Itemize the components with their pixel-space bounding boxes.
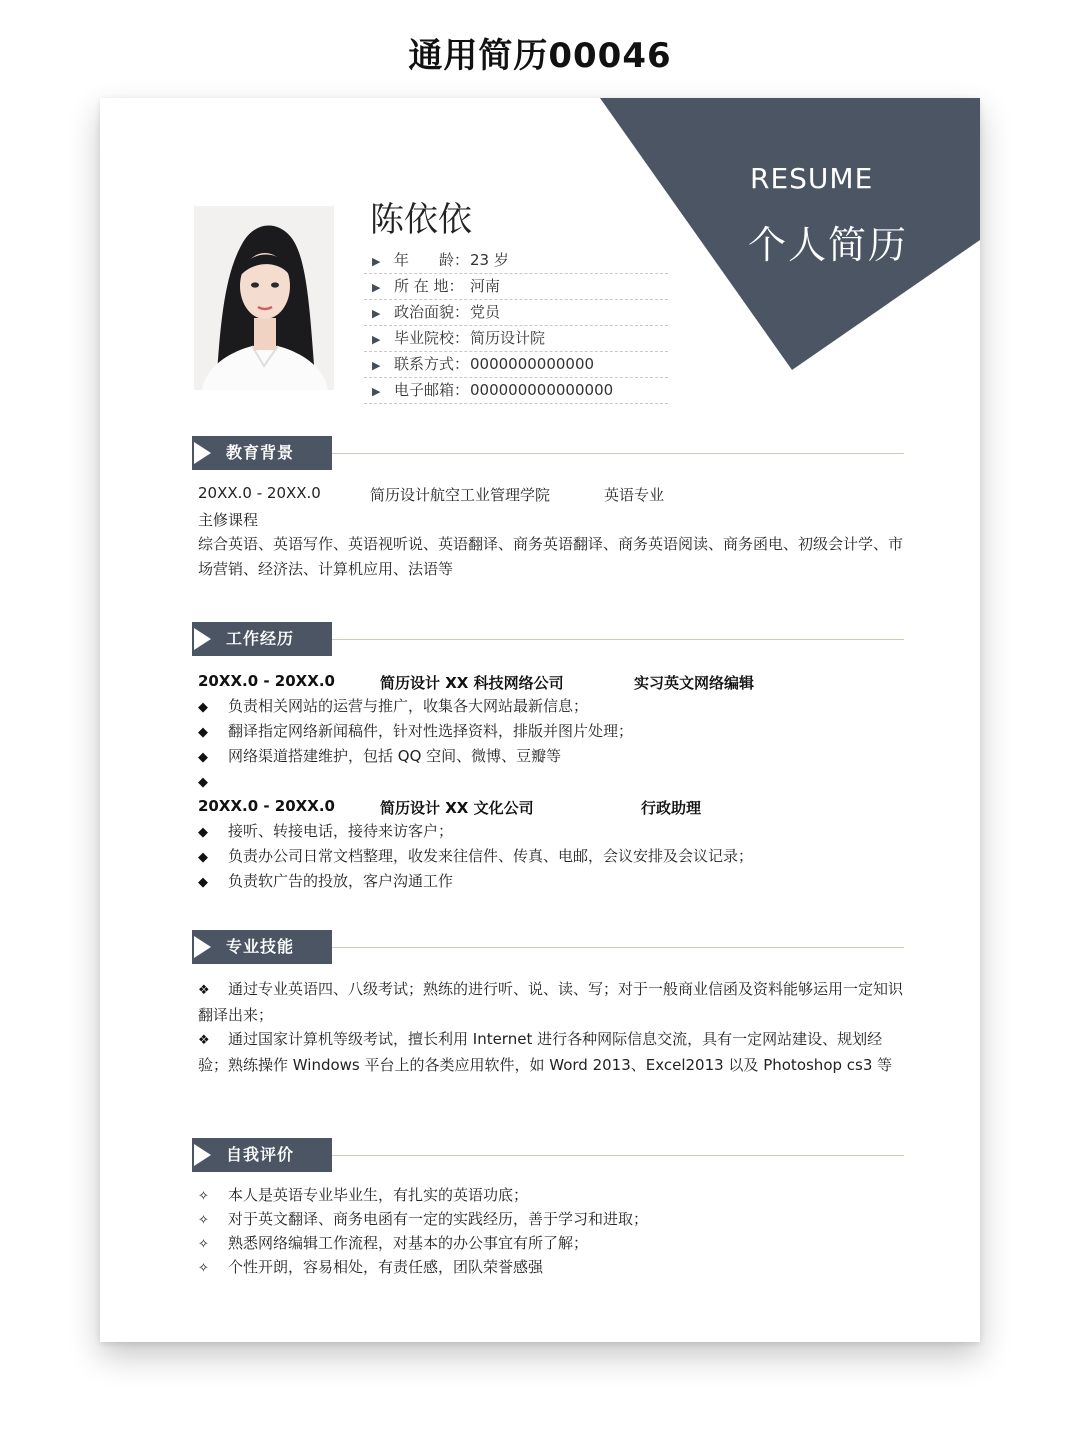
four-diamond-icon: ❖: [198, 1033, 210, 1048]
triangle-arrow-icon: ▶: [372, 359, 381, 372]
self-eval-text: 个性开朗，容易相处，有责任感，团队荣誉感强: [228, 1258, 544, 1276]
job-duty: [198, 844, 753, 869]
page-title: 通用简历00046: [408, 36, 672, 76]
duty-text: 负责办公司日常文档整理，收发来往信件、传真、电邮，会议安排及会议记录；: [228, 847, 754, 865]
section-divider: [332, 947, 904, 948]
triangle-arrow-icon: ▶: [372, 255, 381, 268]
section-title: 自我评价: [226, 1145, 295, 1164]
skill-text: 通过国家计算机等级考试，擅长利用 Internet 进行各种网际信息交流，具有一定网站建设、规划经验；熟练操作 Windows 平台上的各类应用软件，如 Word 2013、Excel2013 以及 Photoshop cs3 等: [198, 1030, 893, 1074]
triangle-arrow-icon: ▶: [372, 385, 381, 398]
info-label: 电子邮箱：: [394, 381, 470, 399]
info-row-email: [364, 378, 668, 404]
info-label: 政治面貌：: [394, 303, 470, 321]
section-title: 工作经历: [226, 629, 295, 648]
triangle-arrow-icon: ▶: [372, 307, 381, 320]
job-duty: [198, 744, 561, 769]
play-triangle-icon: [192, 1138, 216, 1172]
candidate-name: 陈依依: [370, 200, 472, 240]
section-title: 专业技能: [226, 937, 295, 956]
section-header-work: [192, 622, 904, 656]
self-eval-text: 熟悉网络编辑工作流程，对基本的办公事宜有所了解；: [228, 1234, 589, 1252]
info-row-age: [364, 248, 668, 274]
courses-label: 主修课程: [198, 511, 259, 529]
four-star-icon: ✧: [198, 1213, 209, 1228]
self-eval-text: 本人是英语专业毕业生，有扎实的英语功底；: [228, 1186, 529, 1204]
info-label: 联系方式：: [394, 355, 470, 373]
skill-text: 通过专业英语四、八级考试；熟练的进行听、说、读、写；对于一般商业信函及资料能够运用一定知识翻译出来；: [198, 980, 904, 1024]
four-star-icon: ✧: [198, 1189, 209, 1204]
self-eval-text: 对于英文翻译、商务电函有一定的实践经历，善于学习和进取；: [228, 1210, 649, 1228]
job-company: 简历设计 XX 文化公司: [380, 799, 534, 817]
play-triangle-icon: [192, 930, 216, 964]
section-divider: [332, 639, 904, 640]
job-period: 20XX.0 - 20XX.0: [198, 797, 335, 815]
triangle-arrow-icon: ▶: [372, 333, 381, 346]
duty-text: 翻译指定网络新闻稿件，针对性选择资料，排版并图片处理；: [228, 722, 634, 740]
section-header-self-eval: [192, 1138, 904, 1172]
section-title: 教育背景: [226, 443, 295, 462]
info-row-school: [364, 326, 668, 352]
info-value: 简历设计院: [470, 329, 546, 347]
info-value: 河南: [470, 277, 501, 295]
play-triangle-icon: [192, 436, 216, 470]
skill-item: [198, 977, 904, 1028]
job-company: 简历设计 XX 科技网络公司: [380, 674, 564, 692]
duty-text: 接听、转接电话，接待来访客户；: [228, 822, 454, 840]
profile-photo: [194, 206, 334, 390]
self-eval-item: [198, 1255, 543, 1280]
info-label: 年 龄：: [394, 251, 470, 269]
info-row-location: [364, 274, 668, 300]
section-divider: [332, 1155, 904, 1156]
resume-en-label: RESUME: [750, 162, 874, 195]
section-divider: [332, 453, 904, 454]
info-label: 毕业院校：: [394, 329, 470, 347]
four-star-icon: ✧: [198, 1261, 209, 1276]
skill-item: [198, 1027, 904, 1078]
job-position: 实习英文网络编辑: [634, 674, 755, 692]
self-eval-item: [198, 1183, 528, 1208]
job-position: 行政助理: [641, 799, 702, 817]
info-value: 0000000000000: [470, 355, 595, 373]
education-major: 英语专业: [604, 486, 665, 504]
section-header-skills: [192, 930, 904, 964]
info-row-phone: [364, 352, 668, 378]
job-duty: [198, 719, 633, 744]
self-eval-item: [198, 1231, 588, 1256]
diamond-bullet-icon: ◆: [198, 850, 208, 865]
triangle-arrow-icon: ▶: [372, 281, 381, 294]
job-period: 20XX.0 - 20XX.0: [198, 672, 335, 690]
self-eval-item: [198, 1207, 648, 1232]
play-triangle-icon: [192, 622, 216, 656]
info-value: 23 岁: [470, 251, 509, 269]
duty-text: 负责相关网站的运营与推广，收集各大网站最新信息；: [228, 697, 589, 715]
job-duty: [198, 819, 453, 844]
education-school: 简历设计航空工业管理学院: [370, 486, 551, 504]
courses-text: 综合英语、英语写作、英语视听说、英语翻译、商务英语翻译、商务英语阅读、商务函电、初级会计学、市场营销、经济法、计算机应用、法语等: [198, 535, 904, 578]
diamond-bullet-icon: ◆: [198, 750, 208, 765]
job-duty: [198, 769, 228, 794]
diamond-bullet-icon: ◆: [198, 825, 208, 840]
duty-text: 网络渠道搭建维护，包括 QQ 空间、微博、豆瓣等: [228, 747, 562, 765]
resume-cn-label: 个人简历: [748, 223, 909, 267]
info-value: 000000000000000: [470, 381, 614, 399]
diamond-bullet-icon: ◆: [198, 725, 208, 740]
resume-paper: [100, 98, 980, 1342]
four-diamond-icon: ❖: [198, 983, 210, 998]
personal-info-list: [364, 248, 668, 404]
section-header-education: [192, 436, 904, 470]
duty-text: 负责软广告的投放，客户沟通工作: [228, 872, 454, 890]
job-duty: [198, 869, 453, 894]
education-period: 20XX.0 - 20XX.0: [198, 484, 321, 502]
info-row-political-status: [364, 300, 668, 326]
job-duty: [198, 694, 588, 719]
info-value: 党员: [470, 303, 501, 321]
diamond-bullet-icon: ◆: [198, 775, 208, 790]
info-label: 所 在 地：: [394, 277, 464, 295]
diamond-bullet-icon: ◆: [198, 700, 208, 715]
four-star-icon: ✧: [198, 1237, 209, 1252]
diamond-bullet-icon: ◆: [198, 875, 208, 890]
